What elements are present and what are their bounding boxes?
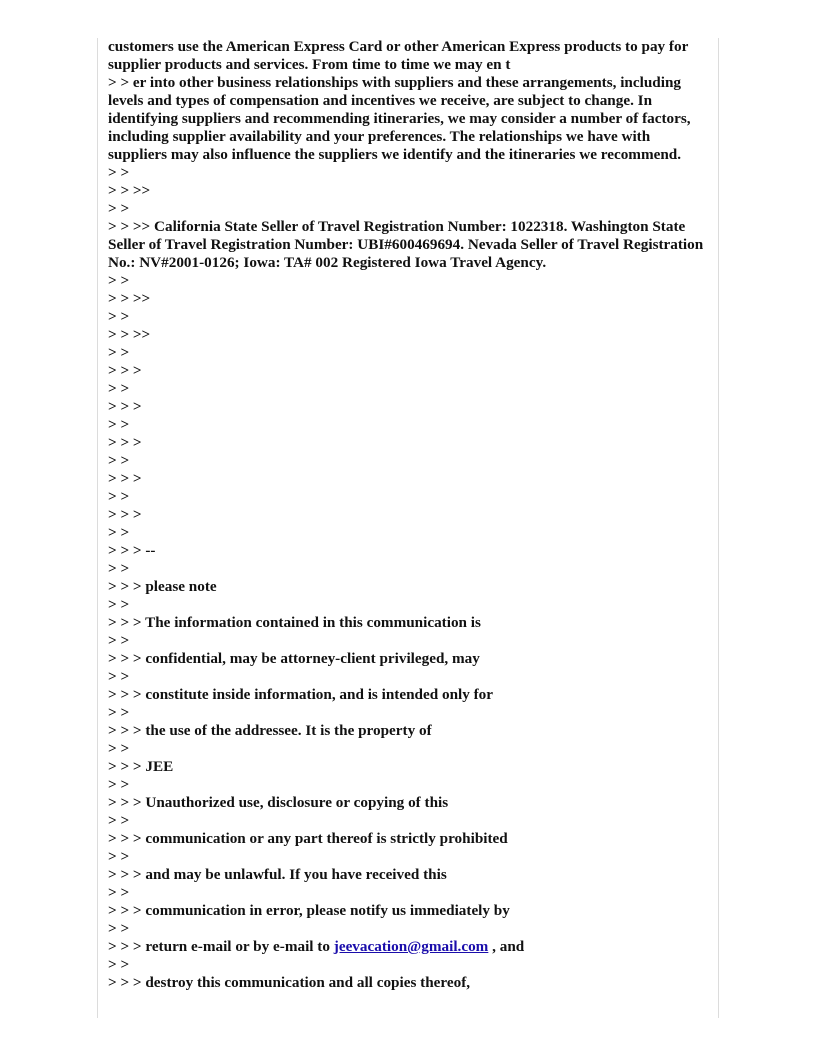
- disclaimer-line: > > > constitute inside information, and is intended only for: [108, 686, 494, 703]
- quote-line: > > >>: [108, 326, 151, 343]
- quote-line: > >: [108, 272, 130, 289]
- quote-line: > >: [108, 920, 130, 937]
- disclaimer-line: > > > confidential, may be attorney-client privileged, may: [108, 650, 480, 667]
- quote-line: > >: [108, 776, 130, 793]
- quote-line: > >: [108, 416, 130, 433]
- quote-line: > >: [108, 812, 130, 829]
- quote-line: > >: [108, 632, 130, 649]
- quote-line: > >: [108, 560, 130, 577]
- quote-line: > >: [108, 524, 130, 541]
- disclaimer-line: > > > destroy this communication and all copies thereof,: [108, 974, 471, 991]
- quote-line: > >: [108, 956, 130, 973]
- quote-line: > >: [108, 344, 130, 361]
- quote-line: > >: [108, 704, 130, 721]
- email-line-suffix: , and: [488, 938, 525, 955]
- quote-line: > >: [108, 596, 130, 613]
- quote-line: > >: [108, 200, 130, 217]
- quote-line: > > >>: [108, 182, 151, 199]
- quote-line: > >: [108, 452, 130, 469]
- disclaimer-line: > > > JEE: [108, 758, 174, 775]
- disclaimer-email-line: [108, 938, 704, 956]
- quote-line: > > >: [108, 506, 142, 523]
- disclaimer-line: > > > and may be unlawful. If you have received this: [108, 866, 447, 883]
- document-page: [97, 38, 719, 1018]
- quote-line: > >: [108, 380, 130, 397]
- body-line: > > er into other business relationships with suppliers and these arrangements, including levels and types of compensation and incentives we receive, are subject to change. In identifying suppliers and recommending itineraries, we may consider a number of factors, including supplier availability and your preferences. The relationships we have with suppliers may also influence the suppliers we identify and the itineraries we recommend.: [108, 74, 695, 163]
- quote-line: > > >: [108, 470, 142, 487]
- disclaimer-line: > > > the use of the addressee. It is the property of: [108, 722, 432, 739]
- quote-line: > > >: [108, 434, 142, 451]
- email-link[interactable]: jeevacation@gmail.com: [333, 938, 489, 955]
- quote-line: > >: [108, 740, 130, 757]
- email-body: [108, 38, 707, 992]
- body-line: customers use the American Express Card or other American Express products to pay for supplier products and services. From time to time we may en t: [108, 38, 692, 73]
- registration-paragraph: > > >> California State Seller of Travel Registration Number: 1022318. Washington State Seller of Travel Registration Number: UBI#600469694. Nevada Seller of Travel Registration No.: NV#2001-0126; Iowa: TA# 002 Registered Iowa Travel Agency.: [108, 218, 707, 271]
- quote-line: > >: [108, 848, 130, 865]
- disclaimer-line: > > > Unauthorized use, disclosure or copying of this: [108, 794, 449, 811]
- quote-line: > > >: [108, 398, 142, 415]
- quote-line: > > >: [108, 362, 142, 379]
- quote-line: > >: [108, 164, 130, 181]
- quote-line: > >: [108, 308, 130, 325]
- quote-line: > > >>: [108, 290, 151, 307]
- disclaimer-line: > > > please note: [108, 578, 217, 595]
- disclaimer-line: > > > communication in error, please notify us immediately by: [108, 902, 510, 919]
- quote-line: > >: [108, 488, 130, 505]
- disclaimer-line: > > > communication or any part thereof is strictly prohibited: [108, 830, 508, 847]
- email-line-prefix: > > > return e-mail or by e-mail to: [108, 938, 334, 955]
- quote-line: > >: [108, 668, 130, 685]
- signature-separator: > > > --: [108, 542, 156, 559]
- quote-line: > >: [108, 884, 130, 901]
- disclaimer-line: > > > The information contained in this communication is: [108, 614, 481, 631]
